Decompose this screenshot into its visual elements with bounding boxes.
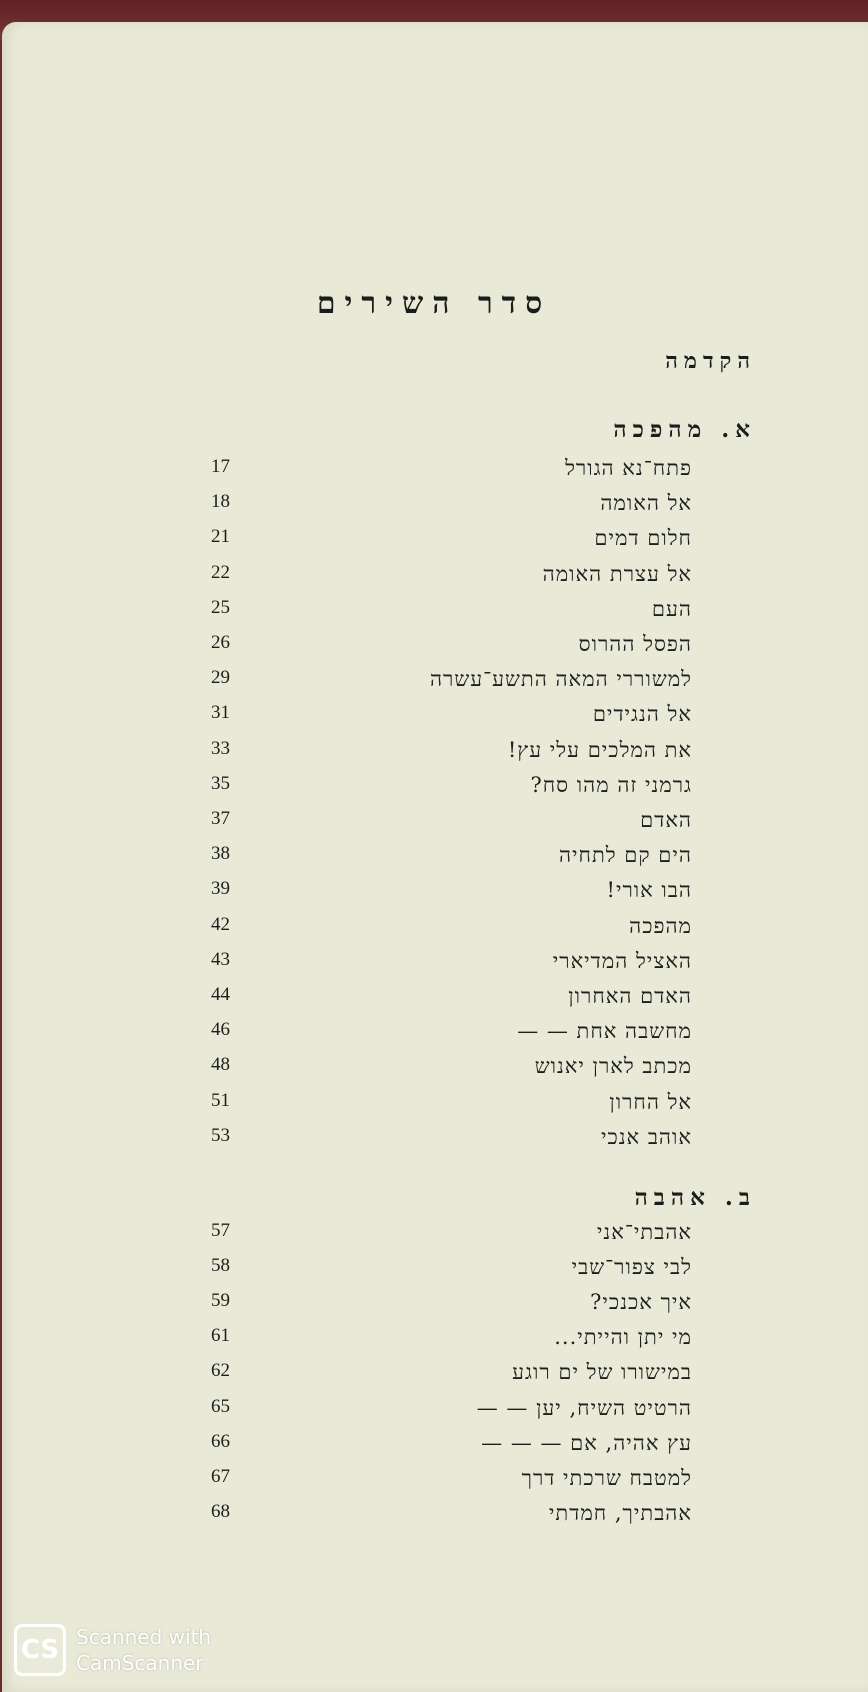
toc-entry [180, 1360, 692, 1394]
toc-entry [180, 1466, 692, 1500]
toc-entry-page: 31 [211, 702, 230, 724]
toc-entry-title: את המלכים עלי עץ! [507, 737, 692, 762]
toc-entry-title: מי יתן והייתי... [554, 1325, 692, 1350]
toc-entry [180, 878, 692, 912]
toc-entry-title: מהפכה [629, 913, 692, 938]
toc-entry-page: 29 [211, 667, 230, 689]
toc-entry-page: 51 [211, 1089, 230, 1111]
toc-entry-title: פתח־נא הגורל [565, 456, 692, 480]
toc-entry-title: האדם [640, 808, 692, 832]
toc-entry [180, 1054, 692, 1088]
toc-entry [180, 667, 692, 701]
toc-entry-page: 62 [211, 1360, 230, 1382]
toc-entry-title: אל הנגידים [592, 702, 692, 727]
toc-entry-title: אל החרון [609, 1089, 692, 1114]
toc-entry-title: מחשבה אחת — — [517, 1019, 692, 1044]
toc-entry-page: 17 [211, 456, 230, 477]
camscanner-logo-icon: CS [14, 1624, 66, 1676]
toc-entry [180, 773, 692, 807]
toc-entry [180, 738, 692, 772]
toc-entry-title: למטבח שרכתי דרך [521, 1465, 692, 1490]
toc-entry [180, 1125, 692, 1159]
toc-entry-page: 53 [211, 1124, 230, 1146]
toc-entry-title: במישורו של ים רוגע [512, 1360, 692, 1385]
toc-entry-page: 48 [211, 1054, 230, 1076]
toc-entry-title: האדם האחרון [568, 984, 692, 1008]
toc-entry-title: האציל המדיארי [552, 948, 692, 973]
toc-entry [180, 843, 692, 877]
toc-entry-title: אל עצרת האומה [542, 561, 692, 586]
toc-entry-page: 65 [211, 1395, 230, 1417]
toc-entry-page: 66 [211, 1430, 230, 1452]
toc-entry [180, 808, 692, 842]
toc-entry [180, 1090, 692, 1124]
toc-entry [180, 1019, 692, 1053]
toc-entry-title: אהבתיך, חמדתי [548, 1500, 692, 1525]
toc-entry [180, 984, 692, 1018]
toc-entry [180, 1501, 692, 1535]
toc-entry-page: 21 [211, 526, 230, 548]
toc-entry-title: לבי צפור־שבי [571, 1255, 692, 1280]
toc-entry-title: העם [651, 596, 692, 621]
toc-entry [180, 1220, 692, 1254]
section-heading: ב. אהבה [634, 1184, 756, 1211]
toc-entry [180, 914, 692, 948]
toc-entry [180, 1325, 692, 1359]
toc-entry-page: 22 [211, 561, 230, 583]
toc-entry-title: אל האומה [600, 491, 692, 516]
toc-entry-page: 33 [211, 737, 230, 759]
toc-entry-page: 26 [211, 632, 230, 653]
toc-entry [180, 1255, 692, 1289]
toc-entry-title: הרטיט השיח, יען — — [476, 1395, 692, 1420]
toc-entry [180, 632, 692, 666]
toc-entry-page: 67 [211, 1465, 230, 1487]
toc-entry-title: הים קם לתחיה [558, 843, 692, 868]
section-heading: א. מהפכה [613, 416, 756, 443]
toc-entry-page: 61 [211, 1325, 230, 1347]
toc-entry [180, 562, 692, 596]
toc-entry [180, 597, 692, 631]
toc-entry-page: 46 [211, 1019, 230, 1041]
watermark-text [76, 1624, 211, 1676]
page-title: סדר השירים [316, 286, 552, 321]
toc-entry-title: עץ אהיה, אם — — — [481, 1430, 692, 1455]
camscanner-watermark [14, 1624, 211, 1676]
toc-entry-page: 42 [211, 913, 230, 935]
toc-entry-page: 58 [211, 1255, 230, 1277]
toc-entry-page: 35 [211, 772, 230, 794]
watermark-line-2: CamScanner [76, 1651, 204, 1675]
toc-entry-title: הפסל ההרוס [578, 632, 692, 656]
toc-entry-page: 38 [211, 843, 230, 865]
toc-entry [180, 526, 692, 560]
toc-entry-title: אהבתי־אני [596, 1220, 692, 1244]
toc-entry [180, 491, 692, 525]
toc-entry-page: 59 [211, 1290, 230, 1312]
toc-entry-page: 18 [211, 491, 230, 513]
toc-entry-page: 39 [211, 878, 230, 900]
toc-entry-title: למשוררי המאה התשע־עשרה [429, 667, 692, 692]
toc-entry-title: חלום דמים [594, 526, 692, 551]
toc-entry-page: 37 [211, 808, 230, 829]
toc-entry [180, 1290, 692, 1324]
toc-entry [180, 949, 692, 983]
toc-entry-page: 57 [211, 1220, 230, 1241]
toc-entry-page: 44 [211, 984, 230, 1005]
toc-entry-title: מכתב לארן יאנוש [534, 1054, 692, 1079]
toc-entry-title: הבו אורי! [606, 878, 692, 903]
toc-entry-title: גרמני זה מהו סח? [530, 772, 692, 797]
toc-entry-page: 25 [211, 596, 230, 618]
intro-heading: הקדמה [665, 348, 756, 374]
toc-entry-page: 43 [211, 948, 230, 970]
watermark-line-1: Scanned with [76, 1625, 212, 1649]
toc-entry-title: אוהב אנכי [600, 1124, 692, 1149]
toc-entry-page: 68 [211, 1500, 230, 1522]
toc-entry [180, 456, 692, 490]
toc-entry [180, 702, 692, 736]
toc-entry [180, 1396, 692, 1430]
toc-entry [180, 1431, 692, 1465]
toc-entry-title: איך אכנכי? [590, 1290, 692, 1315]
